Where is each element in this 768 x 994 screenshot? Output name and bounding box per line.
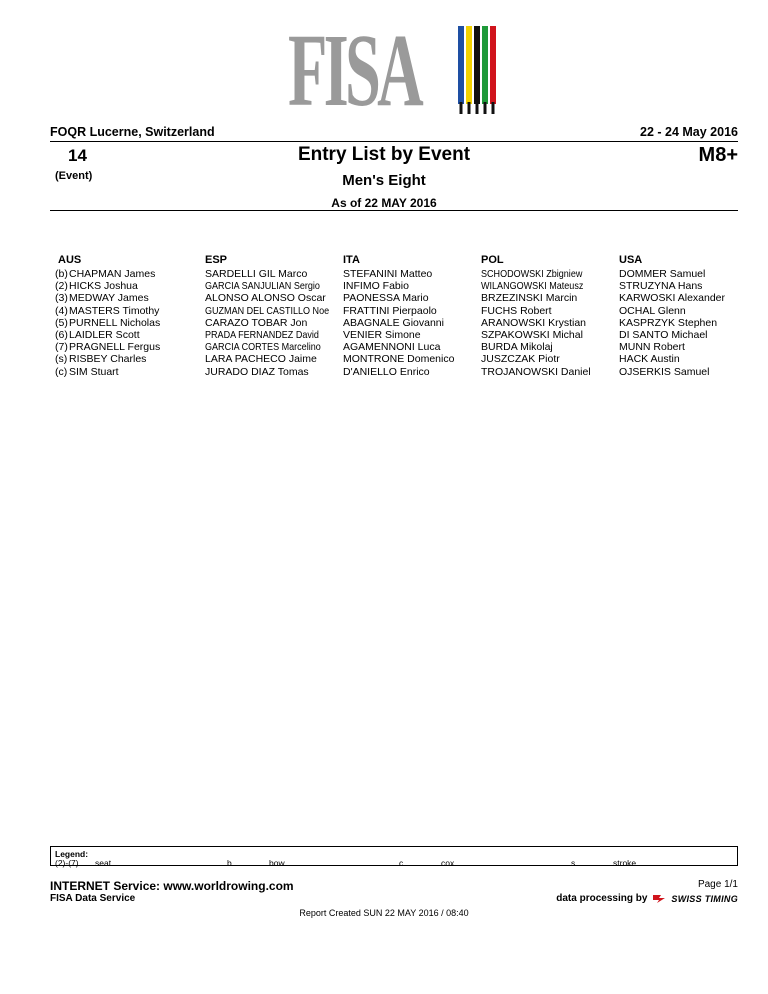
logo-oar-handle [460, 102, 463, 114]
crew-member [481, 305, 600, 317]
crew-member [619, 317, 725, 329]
crew-member [481, 292, 600, 304]
event-number: 14 [68, 146, 87, 165]
legend-key: (2)-(7) [55, 858, 79, 868]
crew-member [343, 317, 454, 329]
crew-column [343, 268, 454, 378]
logo-oar-handle [468, 102, 471, 114]
legend-key: c [399, 858, 404, 868]
logo-oar-handle [492, 102, 495, 114]
nation-code: AUS [58, 254, 82, 266]
crew-member [205, 268, 349, 280]
crew-member [205, 353, 349, 365]
seat-position: (3) [55, 292, 68, 305]
athlete-name: BRZEZINSKI Marcin [481, 292, 578, 305]
crew-member [343, 268, 454, 280]
legend-label: bow [269, 858, 285, 868]
crew-member [343, 341, 454, 353]
crew-member [55, 353, 160, 365]
crew-member [205, 280, 349, 292]
seat-position: (s) [55, 353, 68, 366]
page-title: Entry List by Event [297, 144, 471, 165]
internet-service: INTERNET Service: www.worldrowing.com [50, 879, 294, 893]
athlete-name: BURDA Mikolaj [481, 341, 553, 354]
crew-member [205, 317, 349, 329]
crew-member [205, 329, 349, 341]
crew-member [205, 292, 349, 304]
crew-member [343, 305, 454, 317]
athlete-name: RISBEY Charles [69, 353, 147, 366]
nation-code: USA [619, 254, 643, 266]
crew-column [205, 268, 349, 378]
header-divider-top [50, 141, 738, 142]
logo-stripe [466, 26, 472, 104]
logo-stripe [458, 26, 464, 104]
athlete-name: STEFANINI Matteo [343, 268, 433, 280]
crew-member [481, 268, 600, 280]
crew-member [55, 329, 160, 341]
athlete-name: GUZMAN DEL CASTILLO Noe [205, 304, 330, 317]
seat-position: (2) [55, 280, 68, 293]
athlete-name: ARANOWSKI Krystian [481, 316, 587, 329]
athlete-name: GARCIA CORTES Marcelino [205, 341, 321, 354]
event-dates: 22 - 24 May 2016 [640, 125, 738, 139]
nation-code: ITA [343, 254, 360, 266]
data-processing-label: data processing by [556, 893, 648, 904]
athlete-name: CHAPMAN James [69, 268, 156, 280]
crew-member [481, 353, 600, 365]
athlete-name: MONTRONE Domenico [343, 353, 455, 366]
logo-stripe [474, 26, 480, 104]
athlete-name: PAONESSA Mario [343, 292, 429, 305]
athlete-name: PRADA FERNANDEZ David [205, 329, 319, 342]
athlete-name: SCHODOWSKI Zbigniew [481, 268, 583, 280]
swiss-timing-logo: SWISS TIMING [671, 893, 738, 904]
crew-member [343, 353, 454, 365]
athlete-name: HACK Austin [619, 353, 680, 366]
crew-member [619, 268, 725, 280]
athlete-name: CARAZO TOBAR Jon [205, 316, 308, 329]
legend-label: cox [441, 858, 455, 868]
athlete-name: GARCIA SANJULIAN Sergio [205, 280, 320, 293]
event-name: Men's Eight [342, 172, 426, 189]
crew-member [55, 292, 160, 304]
crew-member [343, 280, 454, 292]
athlete-name: DI SANTO Michael [619, 329, 708, 342]
crew-member [619, 366, 725, 378]
logo-oar-handle [484, 102, 487, 114]
athlete-name: MUNN Robert [619, 341, 685, 354]
athlete-name: HICKS Joshua [69, 280, 138, 293]
athlete-name: ABAGNALE Giovanni [343, 316, 444, 329]
legend-label: seat [95, 858, 112, 868]
athlete-name: LARA PACHECO Jaime [205, 353, 317, 366]
crew-member [55, 341, 160, 353]
crew-member [619, 280, 725, 292]
crew-member [55, 268, 160, 280]
crew-column [619, 268, 725, 378]
athlete-name: SZPAKOWSKI Michal [481, 329, 583, 342]
legend-label: stroke [613, 858, 637, 868]
logo-stripe [490, 26, 496, 104]
athlete-name: SIM Stuart [69, 365, 119, 378]
crew-column [481, 268, 600, 378]
athlete-name: TROJANOWSKI Daniel [481, 365, 591, 378]
athlete-name: INFIMO Fabio [343, 280, 409, 293]
crew-member [619, 341, 725, 353]
crew-member [619, 353, 725, 365]
athlete-name: PURNELL Nicholas [69, 316, 161, 329]
crew-member [481, 329, 600, 341]
crew-member [343, 366, 454, 378]
header-divider-bottom [50, 210, 738, 211]
logo-oar-handle [476, 102, 479, 114]
nation-code: POL [481, 254, 504, 266]
athlete-name: FUCHS Robert [481, 304, 552, 317]
crew-member [619, 329, 725, 341]
athlete-name: PRAGNELL Fergus [69, 341, 161, 354]
crew-member [55, 366, 160, 378]
athlete-name: WILANGOWSKI Mateusz [481, 280, 584, 293]
crew-member [55, 305, 160, 317]
athlete-name: AGAMENNONI Luca [343, 341, 441, 354]
fisa-logo-text: FISA [288, 13, 421, 128]
crew-column [55, 268, 160, 378]
crew-member [343, 329, 454, 341]
seat-position: (7) [55, 341, 68, 354]
legend-key: s [571, 858, 576, 868]
athlete-name: VENIER Simone [343, 329, 421, 342]
report-created: Report Created SUN 22 MAY 2016 / 08:40 [299, 908, 469, 918]
fisa-logo-stripes [286, 13, 501, 128]
seat-position: (b) [55, 268, 68, 280]
athlete-name: SARDELLI GIL Marco [205, 268, 308, 280]
event-label: (Event) [55, 170, 93, 182]
venue: FOQR Lucerne, Switzerland [50, 125, 215, 139]
crew-member [55, 280, 160, 292]
crew-member [343, 292, 454, 304]
crew-member [205, 305, 349, 317]
data-service: FISA Data Service [50, 893, 136, 904]
athlete-name: JURADO DIAZ Tomas [205, 365, 309, 378]
crew-member [55, 317, 160, 329]
athlete-name: D'ANIELLO Enrico [343, 365, 430, 378]
seat-position: (c) [55, 365, 68, 378]
crew-member [481, 366, 600, 378]
page-number: Page 1/1 [697, 879, 738, 890]
athlete-name: KARWOSKI Alexander [619, 292, 726, 305]
event-code: M8+ [698, 144, 738, 166]
crew-member [619, 305, 725, 317]
legend-key: b [227, 858, 232, 868]
seat-position: (4) [55, 304, 68, 317]
seat-position: (6) [55, 329, 68, 342]
swiss-timing-icon [651, 894, 667, 904]
as-of-date: As of 22 MAY 2016 [331, 196, 437, 210]
athlete-name: LAIDLER Scott [69, 329, 140, 342]
athlete-name: JUSZCZAK Piotr [481, 353, 560, 366]
athlete-name: OJSERKIS Samuel [619, 365, 710, 378]
athlete-name: ALONSO ALONSO Oscar [205, 292, 326, 305]
crew-member [619, 292, 725, 304]
crew-member [481, 341, 600, 353]
athlete-name: DOMMER Samuel [619, 268, 706, 280]
crew-member [481, 317, 600, 329]
logo-stripe [482, 26, 488, 104]
legend [50, 846, 738, 866]
crew-member [481, 280, 600, 292]
athlete-name: FRATTINI Pierpaolo [343, 304, 437, 317]
legend-title: Legend: [55, 849, 89, 859]
athlete-name: KASPRZYK Stephen [619, 316, 718, 329]
seat-position: (5) [55, 316, 68, 329]
crew-member [205, 341, 349, 353]
athlete-name: STRUZYNA Hans [619, 280, 703, 293]
nation-code: ESP [205, 254, 228, 266]
data-processing [556, 893, 738, 904]
athlete-name: MEDWAY James [69, 292, 149, 305]
athlete-name: MASTERS Timothy [69, 304, 160, 317]
crew-member [205, 366, 349, 378]
athlete-name: OCHAL Glenn [619, 304, 686, 317]
